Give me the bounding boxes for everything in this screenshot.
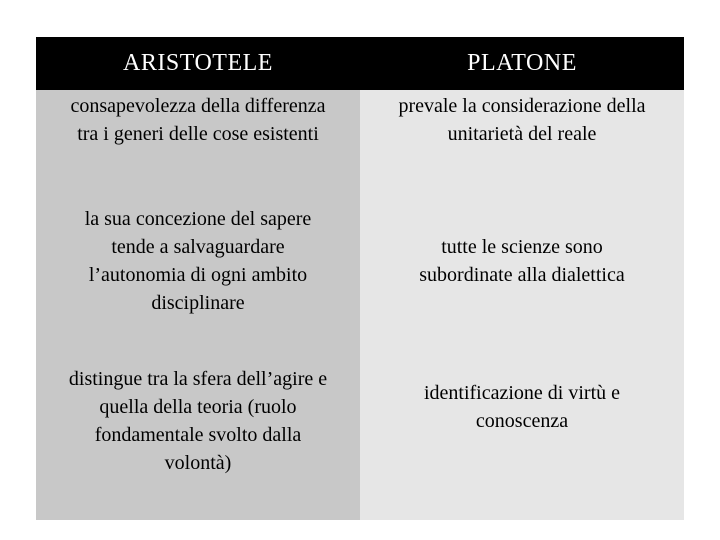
row3-platone-cell (360, 362, 684, 452)
row1-platone-text: prevale la considerazione della unitarietà del reale (398, 95, 646, 145)
row3-aristotele-cell (36, 362, 360, 480)
row1-platone-cell (360, 90, 684, 167)
row1-aristotele-text: consapevolezza della differenza tra i generi delle cose esistenti (70, 95, 326, 145)
row3-platone-text: identificazione di virtù e conoscenza (423, 382, 621, 432)
comparison-table (36, 37, 684, 520)
header-platone (360, 37, 684, 90)
row2-platone-cell (360, 202, 684, 320)
row2-aristotele-cell (36, 202, 360, 320)
row2-aristotele-text: la sua concezione del sapere tende a salvaguardare l’autonomia di ogni ambito disciplinare (84, 208, 312, 314)
header-platone-label: PLATONE (467, 50, 577, 76)
row1-aristotele-cell (36, 90, 360, 167)
row3-aristotele-text: distingue tra la sfera dell’agire e quella della teoria (ruolo fondamentale svolto dalla volontà) (68, 368, 328, 474)
header-aristotele (36, 37, 360, 90)
table-header (36, 37, 684, 90)
row2-platone-text: tutte le scienze sono subordinate alla dialettica (419, 236, 625, 286)
header-aristotele-label: ARISTOTELE (123, 50, 273, 76)
